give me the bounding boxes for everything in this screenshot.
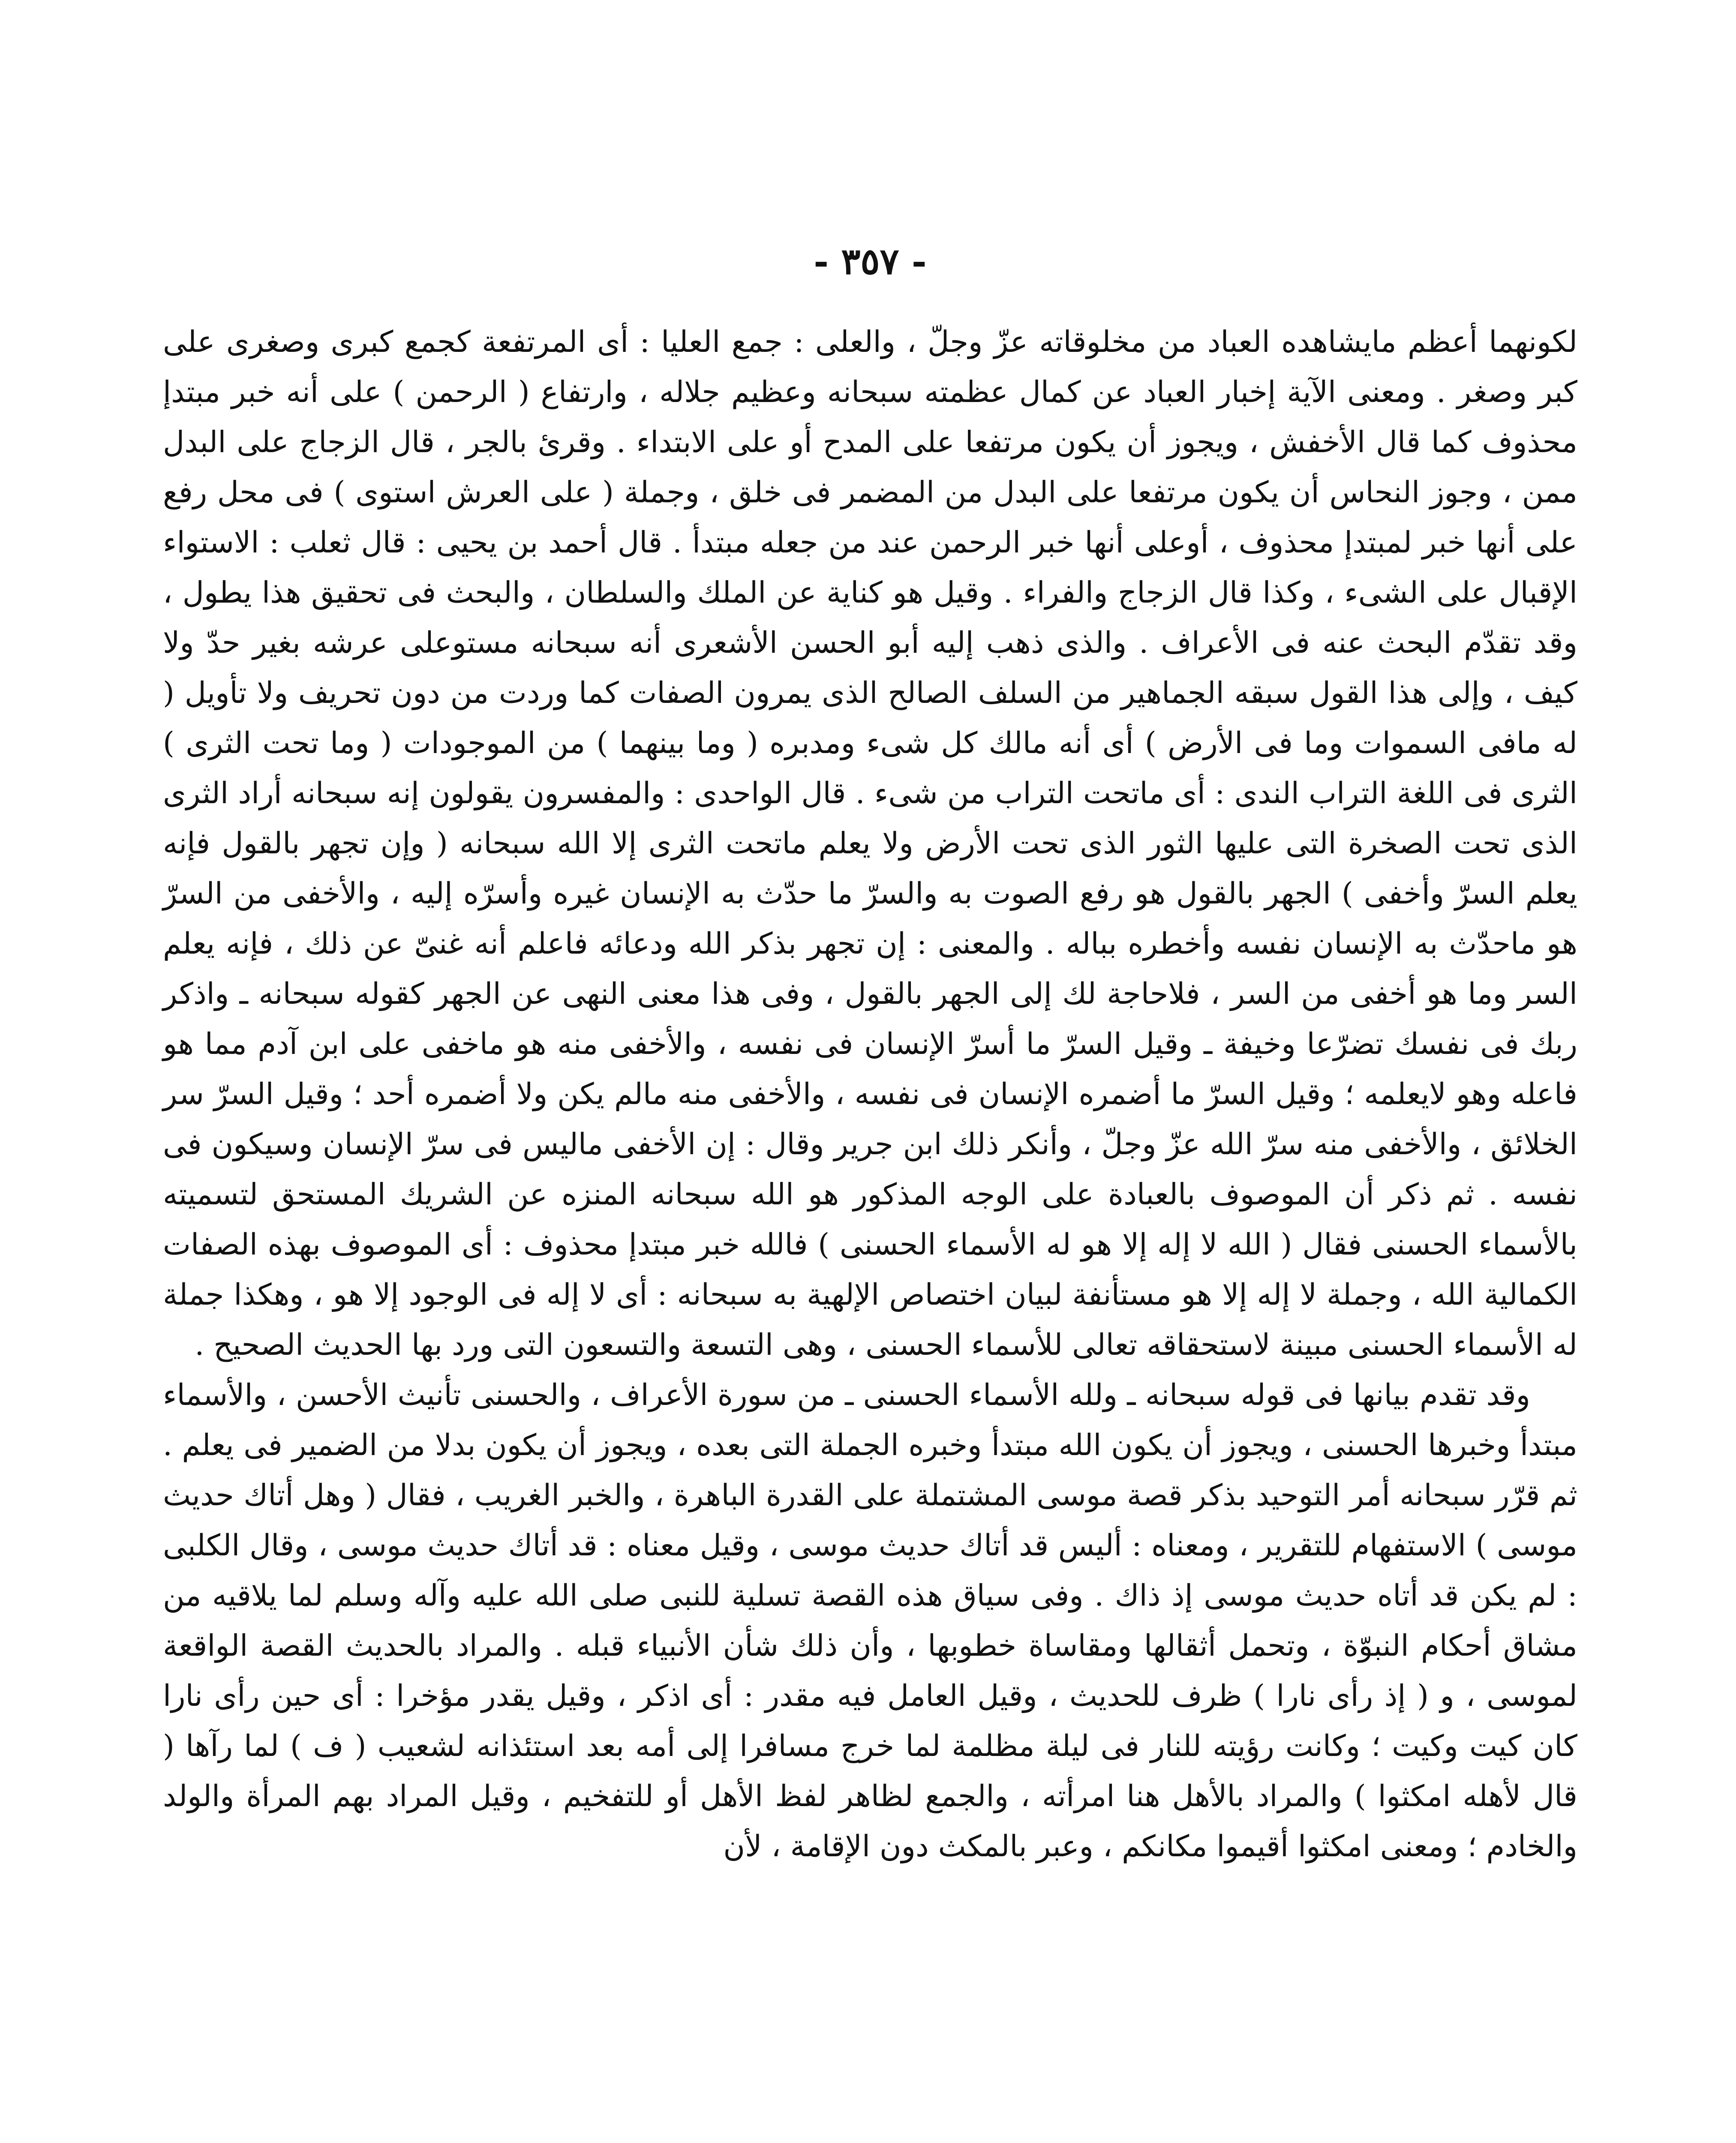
paragraph-2: وقد تقدم بيانها فى قوله سبحانه ـ ولله الأسماء الحسنى ـ من سورة الأعراف ، والحسنى تأنيث الأحسن ، والأسماء مبتدأ وخبرها الحسنى ، ويجوز أن يكون الله مبتدأ وخبره الجملة التى بعده ، ويجوز أن يكون بدلا من الضمير فى يعلم . ثم قرّر سبحانه أمر التوحيد بذكر قصة موسى المشتملة على القدرة الباهرة ، والخبر الغريب ، فقال ( وهل أتاك حديث موسى ) الاستفهام للتقرير ، ومعناه : أليس قد أتاك حديث موسى ، وقيل معناه : قد أتاك حديث موسى ، وقال الكلبى : لم يكن قد أتاه حديث موسى إذ ذاك . وفى سياق هذه القصة تسلية للنبى صلى الله عليه وآله وسلم لما يلاقيه من مشاق أحكام النبوّة ، وتحمل أثقالها ومقاساة خطوبها ، وأن ذلك شأن الأنبياء قبله . والمراد بالحديث القصة الواقعة لموسى ، و ( إذ رأى نارا ) ظرف للحديث ، وقيل العامل فيه مقدر : أى اذكر ، وقيل يقدر مؤخرا : أى حين رأى نارا كان كيت وكيت ؛ وكانت رؤيته للنار فى ليلة مظلمة لما خرج مسافرا إلى أمه بعد استئذانه لشعيب ( ف ) لما رآها ( قال لأهله امكثوا ) والمراد بالأهل هنا امرأته ، والجمع لظاهر لفظ الأهل أو للتفخيم ، وقيل المراد بهم المرأة والولد والخادم ؛ ومعنى امكثوا أقيموا مكانكم ، وعبر بالمكث دون الإقامة ، لأن: [163, 1378, 1577, 1864]
page-number: - ٣٥٧ -: [814, 240, 927, 282]
text-body: [163, 317, 1577, 1872]
book-page: [163, 0, 1577, 2143]
paragraph-1: لكونهما أعظم مايشاهده العباد من مخلوقاته عزّ وجلّ ، والعلى : جمع العليا : أى المرتفعة كجمع كبرى وصغرى على كبر وصغر . ومعنى الآية إخبار العباد عن كمال عظمته سبحانه وعظيم جلاله ، وارتفاع ( الرحمن ) على أنه خبر مبتدإ محذوف كما قال الأخفش ، ويجوز أن يكون مرتفعا على المدح أو على الابتداء . وقرئ بالجر ، قال الزجاج على البدل ممن ، وجوز النحاس أن يكون مرتفعا على البدل من المضمر فى خلق ، وجملة ( على العرش استوى ) فى محل رفع على أنها خبر لمبتدإ محذوف ، أوعلى أنها خبر الرحمن عند من جعله مبتدأ . قال أحمد بن يحيى : قال ثعلب : الاستواء الإقبال على الشىء ، وكذا قال الزجاج والفراء . وقيل هو كناية عن الملك والسلطان ، والبحث فى تحقيق هذا يطول ، وقد تقدّم البحث عنه فى الأعراف . والذى ذهب إليه أبو الحسن الأشعرى أنه سبحانه مستوعلى عرشه بغير حدّ ولا كيف ، وإلى هذا القول سبقه الجماهير من السلف الصالح الذى يمرون الصفات كما وردت من دون تحريف ولا تأويل ( له مافى السموات وما فى الأرض ) أى أنه مالك كل شىء ومدبره ( وما بينهما ) من الموجودات ( وما تحت الثرى ) الثرى فى اللغة التراب الندى : أى ماتحت التراب من شىء . قال الواحدى : والمفسرون يقولون إنه سبحانه أراد الثرى الذى تحت الصخرة التى عليها الثور الذى تحت الأرض ولا يعلم ماتحت الثرى إلا الله سبحانه ( وإن تجهر بالقول فإنه يعلم السرّ وأخفى ) الجهر بالقول هو رفع الصوت به والسرّ ما حدّث به الإنسان غيره وأسرّه إليه ، والأخفى من السرّ هو ماحدّث به الإنسان نفسه وأخطره بباله . والمعنى : إن تجهر بذكر الله ودعائه فاعلم أنه غنىّ عن ذلك ، فإنه يعلم السر وما هو أخفى من السر ، فلاحاجة لك إلى الجهر بالقول ، وفى هذا معنى النهى عن الجهر كقوله سبحانه ـ واذكر ربك فى نفسك تضرّعا وخيفة ـ وقيل السرّ ما أسرّ الإنسان فى نفسه ، والأخفى منه هو ماخفى على ابن آدم مما هو فاعله وهو لايعلمه ؛ وقيل السرّ ما أضمره الإنسان فى نفسه ، والأخفى منه مالم يكن ولا أضمره أحد ؛ وقيل السرّ سر الخلائق ، والأخفى منه سرّ الله عزّ وجلّ ، وأنكر ذلك ابن جرير وقال : إن الأخفى ماليس فى سرّ الإنسان وسيكون فى نفسه . ثم ذكر أن الموصوف بالعبادة على الوجه المذكور هو الله سبحانه المنزه عن الشريك المستحق لتسميته بالأسماء الحسنى فقال ( الله لا إله إلا هو له الأسماء الحسنى ) فالله خبر مبتدإ محذوف : أى الموصوف بهذه الصفات الكمالية الله ، وجملة لا إله إلا هو مستأنفة لبيان اختصاص الإلهية به سبحانه : أى لا إله فى الوجود إلا هو ، وهكذا جملة له الأسماء الحسنى مبينة لاستحقاقه تعالى للأسماء الحسنى ، وهى التسعة والتسعون التى ورد بها الحديث الصحيح .: [163, 325, 1577, 1362]
